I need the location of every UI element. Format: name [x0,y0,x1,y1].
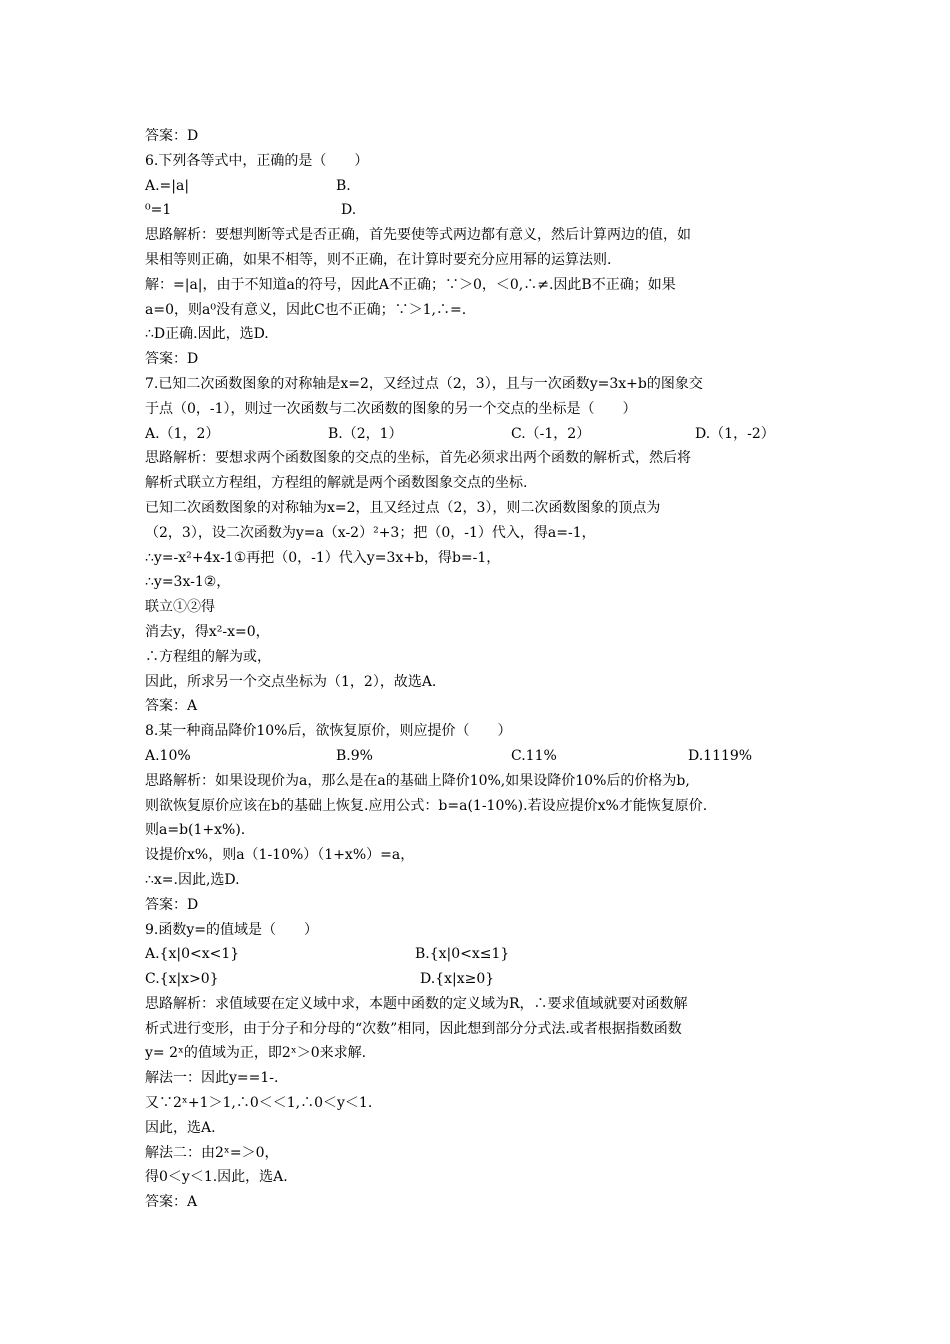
option-b: B.（2，1） [328,425,403,442]
text-line: 又∵2ˣ+1＞1,∴0＜＜1,∴0＜y＜1. [145,1095,373,1112]
text-line: 因此，选A. [145,1119,216,1136]
text-line: ∴方程组的解为或， [145,648,271,665]
option-d: D. [341,202,357,219]
text-line: （2，3），设二次函数为y=a（x-2）²+3；把（0，-1）代入，得a=-1， [145,524,596,541]
option-d: D.（1，-2） [695,425,775,442]
text-line: 解法二：由2ˣ=＞0， [145,1144,279,1161]
option-c: C.11% [511,747,557,764]
option-b: B.{x|0<x≤1} [415,946,510,963]
text-line: ∴y=-x²+4x-1①再把（0，-1）代入y=3x+b，得b=-1， [145,549,501,566]
question-7: 7.已知二次函数图象的对称轴是x=2，又经过点（2，3），且与一次函数y=3x+b的图象交 [145,375,703,392]
option-d: D.{x|x≥0} [420,971,495,988]
option-a: A.10% [145,747,191,764]
text-line: 于点（0，-1），则过一次函数与二次函数的图象的另一个交点的坐标是（ ） [145,400,637,417]
text-line: 思路解析：要想判断等式是否正确，首先要使等式两边都有意义，然后计算两边的值，如 [145,227,691,244]
answer-line: 答案：A [145,698,198,715]
text-line: 则欲恢复原价应该在b的基础上恢复.应用公式：b=a(1-10%).若设应提价x%才能恢复原价. [145,797,708,814]
text-line: 解法一：因此y==1-. [145,1070,279,1087]
text-line: 解析式联立方程组，方程组的解就是两个函数图象交点的坐标. [145,475,528,492]
text-line: 解：=|a|，由于不知道a的符号，因此A不正确；∵＞0，＜0,∴≠.因此B不正确；如果 [145,276,676,293]
option-a: A.{x|0<x<1} [145,946,240,963]
text-line: 思路解析：如果设现价为a，那么是在a的基础上降价10%,如果设降价10%后的价格为b, [145,772,690,789]
question-8: 8.某一种商品降价10%后，欲恢复原价，则应提价（ ） [145,723,512,740]
option-c: ⁰=1 [145,202,172,219]
answer-line: 答案：A [145,1194,198,1211]
text-line: 析式进行变形，由于分子和分母的“次数”相同，因此想到部分分式法.或者根据指数函数 [145,1020,682,1037]
text-line: 得0＜y＜1.因此，选A. [145,1169,288,1186]
text-line: 消去y，得x²-x=0， [145,623,270,640]
answer-line: 答案：D [145,351,199,368]
question-6: 6.下列各等式中，正确的是（ ） [145,152,369,169]
options-row [145,198,815,223]
text-line: 因此，所求另一个交点坐标为（1，2），故选A. [145,673,437,690]
option-b: B.9% [336,747,373,764]
document-page [145,124,815,1215]
text-line: a=0，则a⁰没有意义，因此C也不正确；∵＞1,∴=. [145,301,467,318]
options-row [145,422,815,447]
text-line: 联立①②得 [145,599,215,616]
options-row [145,744,815,769]
text-line: 设提价x%，则a（1-10%）（1+x%）=a， [145,847,415,864]
text-line: y= 2ˣ的值域为正，即2ˣ＞0来求解. [145,1045,367,1062]
text-line: ∴y=3x-1②， [145,574,231,591]
text-line: ∴D正确.因此，选D. [145,326,269,343]
text-line: 则a=b(1+x%). [145,822,246,839]
text-line: 思路解析：求值域要在定义域中求，本题中函数的定义域为R，∴要求值域就要对函数解 [145,995,688,1012]
option-d: D.1119% [688,747,753,764]
answer-line: 答案：D [145,896,199,913]
text-line: 答案：D [145,128,199,144]
text-line: ∴x=.因此,选D. [145,871,240,888]
options-row [145,174,815,199]
options-row [145,967,815,992]
options-row [145,942,815,967]
option-c: C.（-1，2） [511,425,591,442]
question-9: 9.函数y=的值域是（ ） [145,921,318,938]
option-c: C.{x|x>0} [145,971,219,988]
text-line: 果相等则正确，如果不相等，则不正确，在计算时要充分应用幂的运算法则. [145,251,612,268]
text-line: 思路解析：要想求两个函数图象的交点的坐标，首先必须求出两个函数的解析式，然后将 [145,450,691,467]
option-a: A.=|a| [145,177,190,194]
option-a: A.（1，2） [145,425,220,442]
option-b: B. [336,177,351,194]
text-line: 已知二次函数图象的对称轴为x=2，且又经过点（2，3），则二次函数图象的顶点为 [145,499,661,516]
